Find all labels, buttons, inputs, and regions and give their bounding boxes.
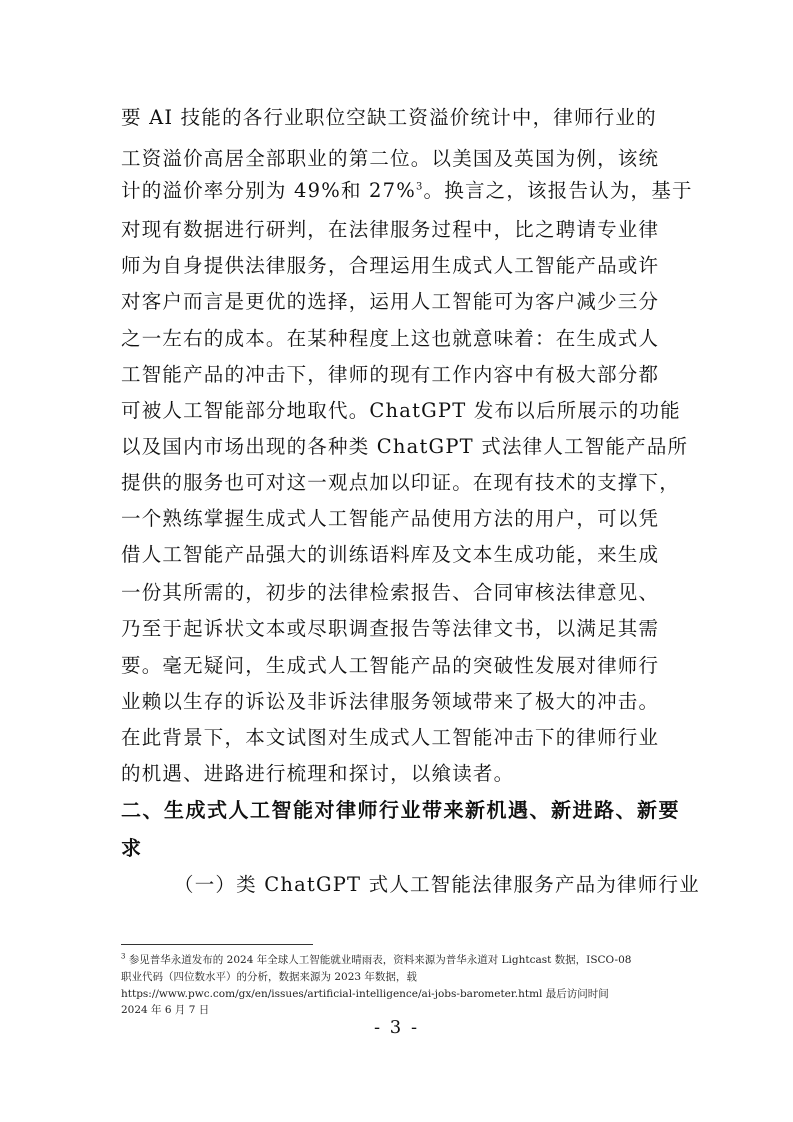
body-text-line: 对客户而言是更优的选择，运用人工智能可为客户减少三分: [121, 290, 660, 313]
body-text-line: 工资溢价高居全部职业的第二位。以美国及英国为例，该统: [121, 147, 660, 170]
body-text-line: 对现有数据进行研判，在法律服务过程中，比之聘请专业律: [121, 218, 660, 241]
body-text-segment: 计的溢价率分别为 49%和 27%: [121, 179, 416, 202]
body-text-line-with-footnote: [121, 177, 693, 205]
footnote-mark: 3: [121, 952, 126, 961]
body-text-line: 以及国内市场出现的各种类 ChatGPT 式法律人工智能产品所: [121, 435, 689, 458]
body-text-line: 一份其所需的，初步的法律检索报告、合同审核法律意见、: [121, 581, 660, 604]
footnote-reference[interactable]: 3: [415, 181, 424, 193]
section-heading-line: 求: [121, 836, 143, 860]
body-text-line: 提供的服务也可对这一观点加以印证。在现有技术的支撑下，: [121, 471, 680, 494]
body-text-line: 要。毫无疑问，生成式人工智能产品的突破性发展对律师行: [121, 654, 660, 677]
body-text-line: 工智能产品的冲击下，律师的现有工作内容中有极大部分都: [121, 363, 660, 386]
section-heading-line: 二、生成式人工智能对律师行业带来新机遇、新进路、新要: [121, 798, 680, 822]
body-text-line: 在此背景下，本文试图对生成式人工智能冲击下的律师行业: [121, 726, 660, 749]
footnote-line: [121, 953, 681, 968]
footnote-line: 职业代码（四位数水平）的分析，数据来源为 2023 年数据，载: [121, 971, 417, 983]
body-text-line: 之一左右的成本。在某种程度上这也就意味着：在生成式人: [121, 327, 660, 350]
body-text-line: 一个熟练掌握生成式人工智能产品使用方法的用户，可以凭: [121, 507, 660, 530]
footnote-separator: [121, 944, 313, 945]
footnote-url-line[interactable]: https://www.pwc.com/gx/en/issues/artificial-intelligence/ai-jobs-barometer.html 最后访问时间: [121, 988, 609, 1000]
body-text-line: 可被人工智能部分地取代。ChatGPT 发布以后所展示的功能: [121, 399, 681, 422]
footnote-line: 2024 年 6 月 7 日: [121, 1004, 210, 1016]
body-text-line: 要 AI 技能的各行业职位空缺工资溢价统计中，律师行业的: [121, 106, 657, 129]
body-text-line: 借人工智能产品强大的训练语料库及文本生成功能，来生成: [121, 543, 660, 566]
footnote-text: 参见普华永道发布的 2024 年全球人工智能就业晴雨表，资料来源为普华永道对 Lightcast 数据，ISCO-08: [128, 954, 632, 966]
subsection-heading: （一）类 ChatGPT 式人工智能法律服务产品为律师行业: [174, 873, 700, 896]
body-text-line: 业赖以生存的诉讼及非诉法律服务领域带来了极大的冲击。: [121, 690, 660, 713]
body-text-line: 师为自身提供法律服务，合理运用生成式人工智能产品或许: [121, 254, 660, 277]
body-text-line: 的机遇、进路进行梳理和探讨，以飨读者。: [121, 762, 515, 785]
body-text-line: 乃至于起诉状文本或尽职调查报告等法律文书，以满足其需: [121, 617, 660, 640]
page-number: - 3 -: [373, 1017, 420, 1038]
body-text-segment: 。换言之，该报告认为，基于: [423, 179, 693, 202]
